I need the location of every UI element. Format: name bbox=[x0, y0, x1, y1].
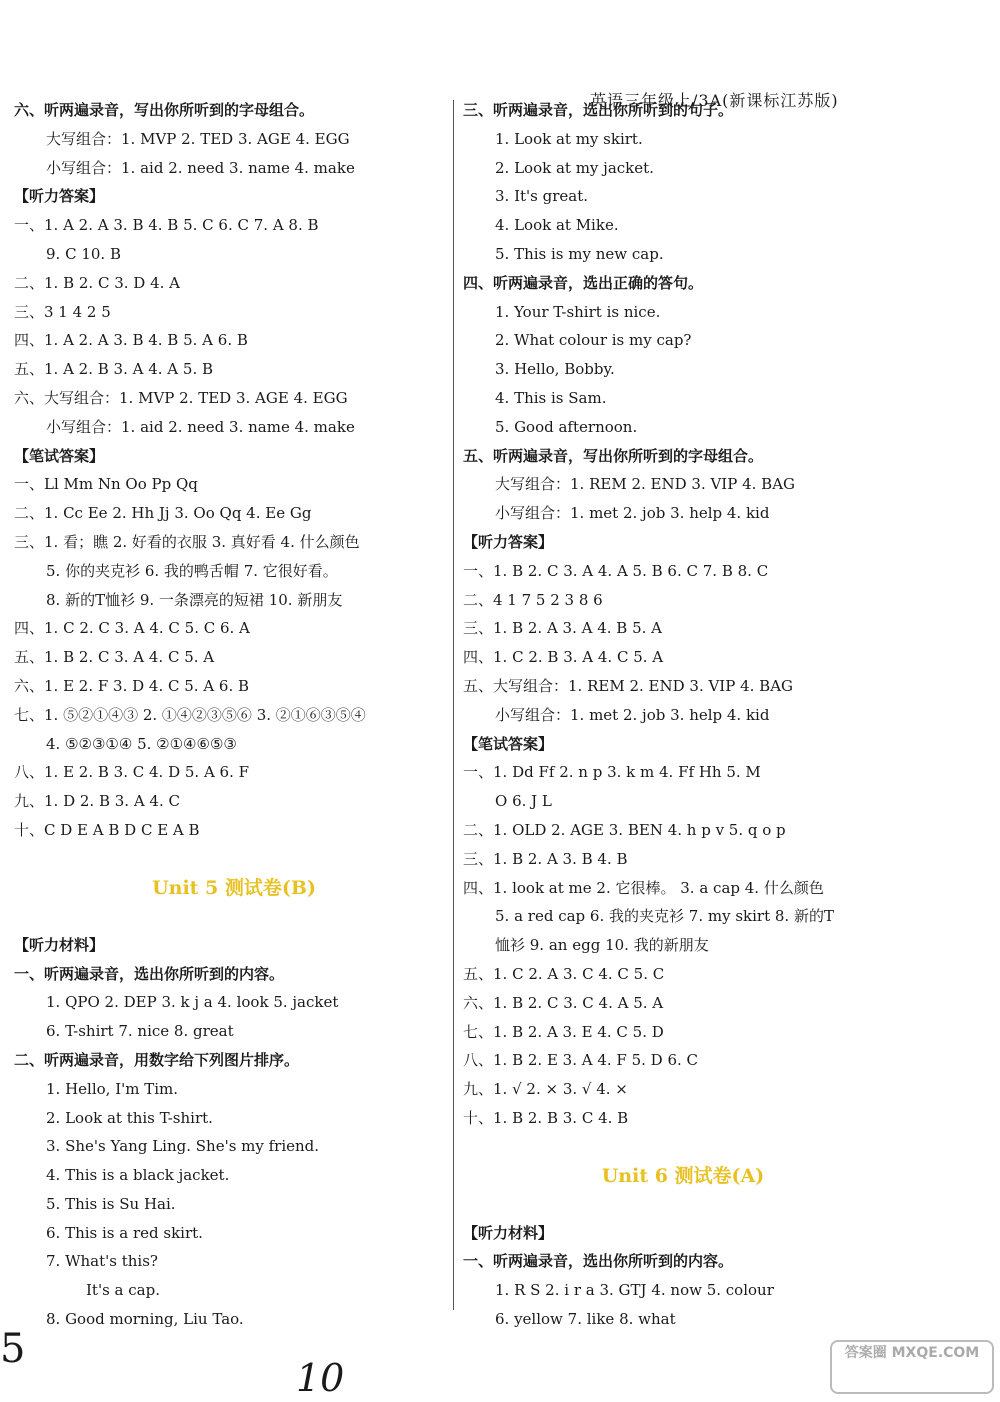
text-line: 8. Good morning, Liu Tao. bbox=[46, 1310, 244, 1329]
text-line: 3. She's Yang Ling. She's my friend. bbox=[46, 1137, 320, 1156]
text-line: 3. Hello, Bobby. bbox=[495, 360, 615, 379]
text-line: 四、1. C 2. B 3. A 4. C 5. A bbox=[463, 648, 664, 667]
text-line: 二、4 1 7 5 2 3 8 6 bbox=[463, 590, 603, 609]
text-line: 二、1. Cc Ee 2. Hh Jj 3. Oo Qq 4. Ee Gg bbox=[14, 504, 312, 523]
text-line: 5. a red cap 6. 我的夹克衫 7. my skirt 8. 新的T bbox=[495, 907, 834, 926]
text-line: 大写组合：1. REM 2. END 3. VIP 4. BAG bbox=[495, 475, 796, 494]
section-title: Unit 5 测试卷(B) bbox=[152, 876, 316, 899]
section-heading: 一、听两遍录音，选出你所听到的内容。 bbox=[463, 1252, 734, 1271]
section-heading: 一、听两遍录音，选出你所听到的内容。 bbox=[14, 964, 285, 983]
section-heading: 【听力材料】 bbox=[14, 935, 105, 954]
text-line: 三、1. B 2. A 3. B 4. B bbox=[463, 849, 628, 868]
text-line: 2. Look at my jacket. bbox=[495, 158, 654, 177]
text-line: 二、1. OLD 2. AGE 3. BEN 4. h p v 5. q o p bbox=[463, 820, 786, 839]
section-heading: 【听力答案】 bbox=[463, 532, 554, 551]
page-header: 英语三年级上/3A(新课标江苏版) bbox=[590, 91, 839, 110]
text-line: 小写组合：1. aid 2. need 3. name 4. make bbox=[46, 417, 355, 436]
section-heading: 五、听两遍录音，写出你所听到的字母组合。 bbox=[463, 446, 764, 465]
handwritten-note: 10 bbox=[296, 1356, 345, 1400]
text-line: 3. It's great. bbox=[495, 187, 589, 206]
section-heading: 【听力材料】 bbox=[463, 1223, 554, 1242]
text-line: 六、1. E 2. F 3. D 4. C 5. A 6. B bbox=[14, 676, 250, 695]
text-line: 7. What's this? bbox=[46, 1252, 158, 1271]
text-line: 五、1. B 2. C 3. A 4. C 5. A bbox=[14, 648, 215, 667]
text-line: 5. This is Su Hai. bbox=[46, 1194, 176, 1213]
text-line: 小写组合：1. met 2. job 3. help 4. kid bbox=[495, 705, 770, 724]
text-line: 六、大写组合：1. MVP 2. TED 3. AGE 4. EGG bbox=[14, 388, 348, 407]
left-column bbox=[14, 96, 454, 1334]
text-line: 5. Good afternoon. bbox=[495, 417, 638, 436]
section-title: Unit 6 测试卷(A) bbox=[601, 1164, 765, 1187]
text-line: 8. 新的T恤衫 9. 一条漂亮的短裙 10. 新朋友 bbox=[46, 590, 343, 609]
text-line: 三、1. 看；瞧 2. 好看的衣服 3. 真好看 4. 什么颜色 bbox=[14, 532, 360, 551]
text-line: 五、大写组合：1. REM 2. END 3. VIP 4. BAG bbox=[463, 676, 794, 695]
text-line: 八、1. B 2. E 3. A 4. F 5. D 6. C bbox=[463, 1051, 699, 1070]
text-line: 大写组合：1. MVP 2. TED 3. AGE 4. EGG bbox=[46, 129, 350, 148]
text-line: 一、1. Dd Ff 2. n p 3. k m 4. Ff Hh 5. M bbox=[463, 763, 761, 782]
text-line: 七、1. ⑤②①④③ 2. ①④②③⑤⑥ 3. ②①⑥③⑤④ bbox=[14, 705, 366, 724]
text-line: 十、C D E A B D C E A B bbox=[14, 820, 200, 839]
text-line: 4. This is Sam. bbox=[495, 388, 607, 407]
watermark-logo: 答案圈 MXQE.COM bbox=[830, 1340, 994, 1394]
section-heading: 【笔试答案】 bbox=[463, 734, 554, 753]
text-line: 小写组合：1. aid 2. need 3. name 4. make bbox=[46, 158, 355, 177]
text-line: 1. R S 2. i r a 3. GTJ 4. now 5. colour bbox=[495, 1281, 774, 1300]
text-line: 2. What colour is my cap? bbox=[495, 331, 692, 350]
text-line: 4. ⑤②③①④ 5. ②①④⑥⑤③ bbox=[46, 734, 237, 753]
text-line: 1. Your T-shirt is nice. bbox=[495, 302, 661, 321]
section-heading: 【听力答案】 bbox=[14, 187, 105, 206]
text-line: O 6. J L bbox=[495, 792, 552, 811]
section-heading: 二、听两遍录音，用数字给下列图片排序。 bbox=[14, 1050, 300, 1069]
section-heading: 三、听两遍录音，选出你所听到的句子。 bbox=[463, 101, 734, 119]
text-line: 一、1. A 2. A 3. B 4. B 5. C 6. C 7. A 8. B bbox=[14, 216, 319, 235]
text-line: 小写组合：1. met 2. job 3. help 4. kid bbox=[495, 504, 770, 523]
text-line: 9. C 10. B bbox=[46, 244, 121, 263]
text-line: 5. 你的夹克衫 6. 我的鸭舌帽 7. 它很好看。 bbox=[46, 561, 338, 580]
text-line: 五、1. A 2. B 3. A 4. A 5. B bbox=[14, 360, 214, 379]
text-line: 6. yellow 7. like 8. what bbox=[495, 1310, 676, 1329]
text-line: 一、Ll Mm Nn Oo Pp Qq bbox=[14, 475, 198, 494]
text-line: 四、1. A 2. A 3. B 4. B 5. A 6. B bbox=[14, 331, 248, 350]
text-line: 1. Hello, I'm Tim. bbox=[46, 1079, 179, 1098]
text-line: 七、1. B 2. A 3. E 4. C 5. D bbox=[463, 1022, 664, 1041]
text-line: 三、1. B 2. A 3. A 4. B 5. A bbox=[463, 619, 663, 638]
text-line: 1. QPO 2. DEP 3. k j a 4. look 5. jacket bbox=[46, 993, 339, 1012]
text-line: 2. Look at this T-shirt. bbox=[46, 1108, 213, 1127]
text-line: 九、1. √ 2. × 3. √ 4. × bbox=[463, 1080, 628, 1099]
text-line: 4. This is a black jacket. bbox=[46, 1166, 230, 1185]
text-line: 6. T-shirt 7. nice 8. great bbox=[46, 1022, 234, 1041]
text-line: 4. Look at Mike. bbox=[495, 216, 619, 235]
text-line: 二、1. B 2. C 3. D 4. A bbox=[14, 273, 180, 292]
text-line: 九、1. D 2. B 3. A 4. C bbox=[14, 792, 180, 811]
text-line: 八、1. E 2. B 3. C 4. D 5. A 6. F bbox=[14, 763, 250, 782]
text-line: 6. This is a red skirt. bbox=[46, 1223, 203, 1242]
right-column bbox=[463, 96, 903, 1334]
text-line: 四、1. C 2. C 3. A 4. C 5. C 6. A bbox=[14, 619, 250, 638]
text-line: 四、1. look at me 2. 它很棒。 3. a cap 4. 什么颜色 bbox=[463, 878, 824, 897]
text-line: 六、1. B 2. C 3. C 4. A 5. A bbox=[463, 993, 664, 1012]
text-line: 十、1. B 2. B 3. C 4. B bbox=[463, 1108, 629, 1127]
text-line: 恤衫 9. an egg 10. 我的新朋友 bbox=[495, 936, 709, 955]
text-line: 1. Look at my skirt. bbox=[495, 129, 643, 148]
page-number: 5 bbox=[0, 1326, 26, 1372]
text-line: 5. This is my new cap. bbox=[495, 244, 664, 263]
section-heading: 【笔试答案】 bbox=[14, 446, 105, 465]
section-heading: 六、听两遍录音，写出你所听到的字母组合。 bbox=[14, 101, 315, 119]
section-heading: 四、听两遍录音，选出正确的答句。 bbox=[463, 273, 704, 292]
text-line: It's a cap. bbox=[86, 1281, 160, 1300]
text-line: 一、1. B 2. C 3. A 4. A 5. B 6. C 7. B 8. C bbox=[463, 561, 769, 580]
text-line: 三、3 1 4 2 5 bbox=[14, 302, 111, 321]
text-line: 五、1. C 2. A 3. C 4. C 5. C bbox=[463, 964, 665, 983]
